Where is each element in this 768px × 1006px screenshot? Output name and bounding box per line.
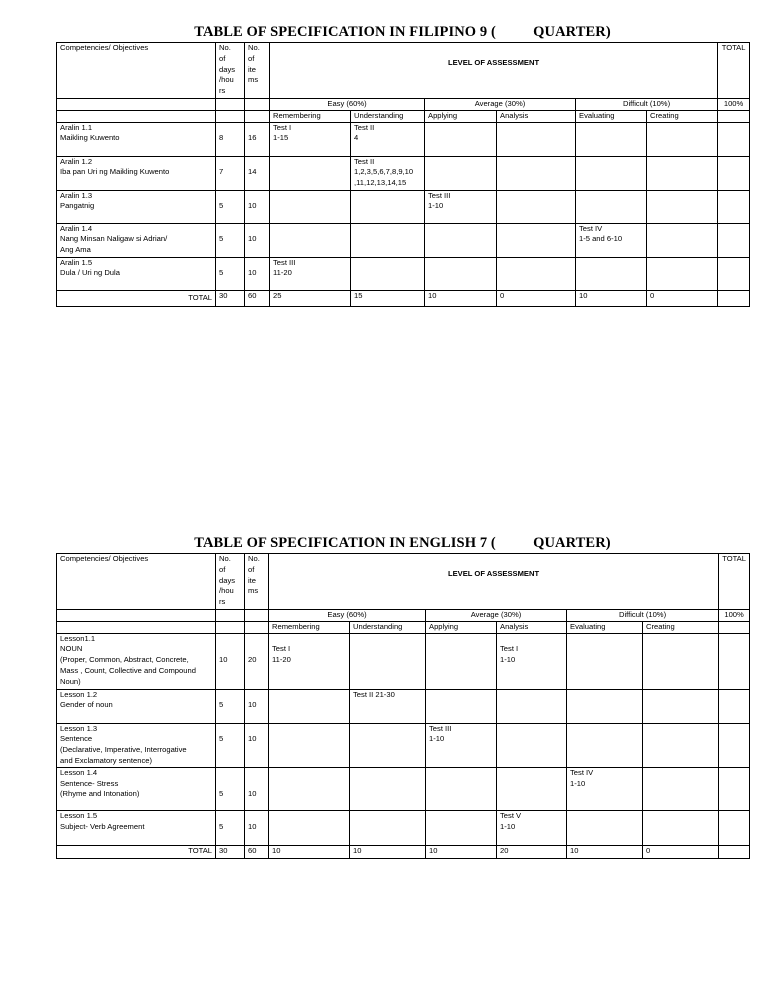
creating-cell	[643, 723, 719, 767]
understanding-header: Understanding	[350, 621, 426, 633]
items-cell: 10	[245, 689, 269, 723]
totals-row	[57, 845, 750, 858]
total-cell	[718, 190, 750, 223]
remembering-cell	[270, 223, 351, 257]
days-header: No. of days /hou rs	[216, 43, 245, 99]
understanding-header: Understanding	[351, 110, 425, 122]
average-header: Average (30%)	[425, 99, 576, 111]
remembering-cell: Test I 11-20	[269, 633, 350, 689]
items-header: No. of ite ms	[245, 554, 269, 610]
difficulty-row	[57, 99, 750, 111]
total-cell	[718, 223, 750, 257]
days-total: 30	[216, 845, 245, 858]
days-cell: 5	[216, 723, 245, 767]
creating-total: 0	[647, 290, 718, 306]
easy-header: Easy (60%)	[269, 610, 426, 622]
days-cell: 5	[216, 810, 245, 845]
average-header: Average (30%)	[426, 610, 567, 622]
totals-label: TOTAL	[57, 290, 216, 306]
understanding-total: 10	[350, 845, 426, 858]
remembering-cell	[269, 767, 350, 810]
competencies-header: Competencies/ Objectives	[57, 43, 216, 99]
evaluating-cell	[576, 257, 647, 290]
table-row	[57, 122, 750, 156]
analysis-total: 0	[497, 290, 576, 306]
analysis-cell	[497, 689, 567, 723]
evaluating-total: 10	[567, 845, 643, 858]
analysis-header: Analysis	[497, 621, 567, 633]
creating-cell	[643, 633, 719, 689]
understanding-cell	[350, 767, 426, 810]
creating-cell	[647, 122, 718, 156]
items-cell: 16	[245, 122, 270, 156]
header-row	[57, 554, 750, 610]
total-header: TOTAL	[719, 554, 750, 610]
remembering-header: Remembering	[269, 621, 350, 633]
filipino-table	[56, 42, 750, 307]
filipino-title: TABLE OF SPECIFICATION IN FILIPINO 9 ( QUARTER)	[194, 24, 611, 40]
total-cell	[719, 689, 750, 723]
applying-cell: Test III 1-10	[426, 723, 497, 767]
analysis-cell: Test I 1-10	[497, 633, 567, 689]
creating-cell	[643, 767, 719, 810]
creating-header: Creating	[647, 110, 718, 122]
understanding-cell	[351, 257, 425, 290]
competency-cell: Lesson 1.5 Subject- Verb Agreement	[57, 810, 216, 845]
competencies-header: Competencies/ Objectives	[57, 554, 216, 610]
creating-cell	[647, 223, 718, 257]
applying-cell	[425, 257, 497, 290]
table-row	[57, 156, 750, 190]
applying-cell	[426, 767, 497, 810]
understanding-cell: Test II 4	[351, 122, 425, 156]
creating-cell	[643, 689, 719, 723]
applying-cell	[425, 122, 497, 156]
competency-cell: Aralin 1.1 Maikling Kuwento	[57, 122, 216, 156]
header-row	[57, 43, 750, 99]
percent-header: 100%	[719, 610, 750, 622]
applying-cell	[426, 810, 497, 845]
difficult-header: Difficult (10%)	[567, 610, 719, 622]
analysis-cell	[497, 122, 576, 156]
items-cell: 10	[245, 190, 270, 223]
analysis-cell	[497, 190, 576, 223]
totals-row	[57, 290, 750, 306]
understanding-cell: Test II 21-30	[350, 689, 426, 723]
evaluating-cell	[576, 156, 647, 190]
items-cell: 10	[245, 257, 270, 290]
analysis-cell: Test V 1-10	[497, 810, 567, 845]
remembering-header: Remembering	[270, 110, 351, 122]
total-cell	[718, 122, 750, 156]
total-cell	[719, 767, 750, 810]
total-cell	[719, 723, 750, 767]
applying-cell	[425, 156, 497, 190]
understanding-cell	[350, 810, 426, 845]
competency-cell: Aralin 1.5 Dula / Uri ng Dula	[57, 257, 216, 290]
competency-cell: Lesson1.1 NOUN (Proper, Common, Abstract, Concrete, Mass , Count, Collective and Compound Noun)	[57, 633, 216, 689]
creating-total: 0	[643, 845, 719, 858]
applying-total: 10	[426, 845, 497, 858]
english-table	[56, 553, 750, 859]
items-cell: 10	[245, 767, 269, 810]
remembering-total: 10	[269, 845, 350, 858]
remembering-total: 25	[270, 290, 351, 306]
applying-header: Applying	[426, 621, 497, 633]
analysis-cell	[497, 156, 576, 190]
grand-total-cell	[718, 290, 750, 306]
evaluating-cell: Test IV 1-5 and 6-10	[576, 223, 647, 257]
competency-cell: Aralin 1.3 Pangatnig	[57, 190, 216, 223]
items-total: 60	[245, 290, 270, 306]
understanding-cell: Test II 1,2,3,5,6,7,8,9,10 ,11,12,13,14,15	[351, 156, 425, 190]
analysis-cell	[497, 223, 576, 257]
analysis-total: 20	[497, 845, 567, 858]
evaluating-total: 10	[576, 290, 647, 306]
understanding-total: 15	[351, 290, 425, 306]
creating-cell	[643, 810, 719, 845]
days-cell: 5	[216, 223, 245, 257]
evaluating-cell	[567, 723, 643, 767]
items-header: No. of ite ms	[245, 43, 270, 99]
total-cell	[718, 156, 750, 190]
total-cell	[718, 257, 750, 290]
easy-header: Easy (60%)	[270, 99, 425, 111]
difficulty-row	[57, 610, 750, 622]
items-cell: 20	[245, 633, 269, 689]
table-row	[57, 767, 750, 810]
remembering-cell	[270, 156, 351, 190]
evaluating-cell	[567, 810, 643, 845]
competency-cell: Aralin 1.4 Nang Minsan Naligaw si Adrian/ Ang Ama	[57, 223, 216, 257]
analysis-cell	[497, 723, 567, 767]
level-row	[57, 110, 750, 122]
creating-cell	[647, 257, 718, 290]
days-cell: 5	[216, 689, 245, 723]
english-tos	[56, 535, 749, 859]
days-total: 30	[216, 290, 245, 306]
totals-label: TOTAL	[57, 845, 216, 858]
total-cell	[719, 810, 750, 845]
items-cell: 10	[245, 223, 270, 257]
understanding-cell	[350, 723, 426, 767]
creating-header: Creating	[643, 621, 719, 633]
applying-header: Applying	[425, 110, 497, 122]
competency-cell: Lesson 1.2 Gender of noun	[57, 689, 216, 723]
items-cell: 14	[245, 156, 270, 190]
applying-cell	[425, 223, 497, 257]
remembering-cell	[269, 689, 350, 723]
table-row	[57, 810, 750, 845]
remembering-cell	[269, 723, 350, 767]
evaluating-cell	[576, 190, 647, 223]
days-cell: 5	[216, 767, 245, 810]
difficult-header: Difficult (10%)	[576, 99, 718, 111]
analysis-header: Analysis	[497, 110, 576, 122]
filipino-tos	[56, 24, 749, 307]
items-total: 60	[245, 845, 269, 858]
remembering-cell: Test I 1-15	[270, 122, 351, 156]
creating-cell	[647, 156, 718, 190]
level-of-assessment-header: LEVEL OF ASSESSMENT	[270, 43, 718, 99]
competency-cell: Lesson 1.3 Sentence (Declarative, Imperative, Interrogative and Exclamatory sentence)	[57, 723, 216, 767]
items-cell: 10	[245, 723, 269, 767]
remembering-cell	[269, 810, 350, 845]
applying-cell: Test III 1-10	[425, 190, 497, 223]
items-cell: 10	[245, 810, 269, 845]
remembering-cell: Test III 11-20	[270, 257, 351, 290]
days-header: No. of days /hou rs	[216, 554, 245, 610]
applying-cell	[426, 633, 497, 689]
analysis-cell	[497, 767, 567, 810]
applying-cell	[426, 689, 497, 723]
evaluating-cell	[567, 689, 643, 723]
remembering-cell	[270, 190, 351, 223]
percent-header: 100%	[718, 99, 750, 111]
understanding-cell	[350, 633, 426, 689]
evaluating-cell	[567, 633, 643, 689]
analysis-cell	[497, 257, 576, 290]
days-cell: 5	[216, 190, 245, 223]
evaluating-header: Evaluating	[576, 110, 647, 122]
competency-cell: Aralin 1.2 Iba pan Uri ng Maikling Kuwento	[57, 156, 216, 190]
table-row	[57, 689, 750, 723]
total-cell	[719, 633, 750, 689]
evaluating-cell	[576, 122, 647, 156]
days-cell: 8	[216, 122, 245, 156]
applying-total: 10	[425, 290, 497, 306]
days-cell: 10	[216, 633, 245, 689]
grand-total-cell	[719, 845, 750, 858]
understanding-cell	[351, 223, 425, 257]
english-title: TABLE OF SPECIFICATION IN ENGLISH 7 ( QUARTER)	[194, 535, 611, 551]
creating-cell	[647, 190, 718, 223]
understanding-cell	[351, 190, 425, 223]
level-row	[57, 621, 750, 633]
table-row	[57, 223, 750, 257]
level-of-assessment-header: LEVEL OF ASSESSMENT	[269, 554, 719, 610]
competency-cell: Lesson 1.4 Sentence- Stress (Rhyme and Intonation)	[57, 767, 216, 810]
evaluating-cell: Test IV 1-10	[567, 767, 643, 810]
table-row	[57, 190, 750, 223]
days-cell: 7	[216, 156, 245, 190]
evaluating-header: Evaluating	[567, 621, 643, 633]
days-cell: 5	[216, 257, 245, 290]
table-row	[57, 723, 750, 767]
table-row	[57, 633, 750, 689]
table-row	[57, 257, 750, 290]
total-header: TOTAL	[718, 43, 750, 99]
